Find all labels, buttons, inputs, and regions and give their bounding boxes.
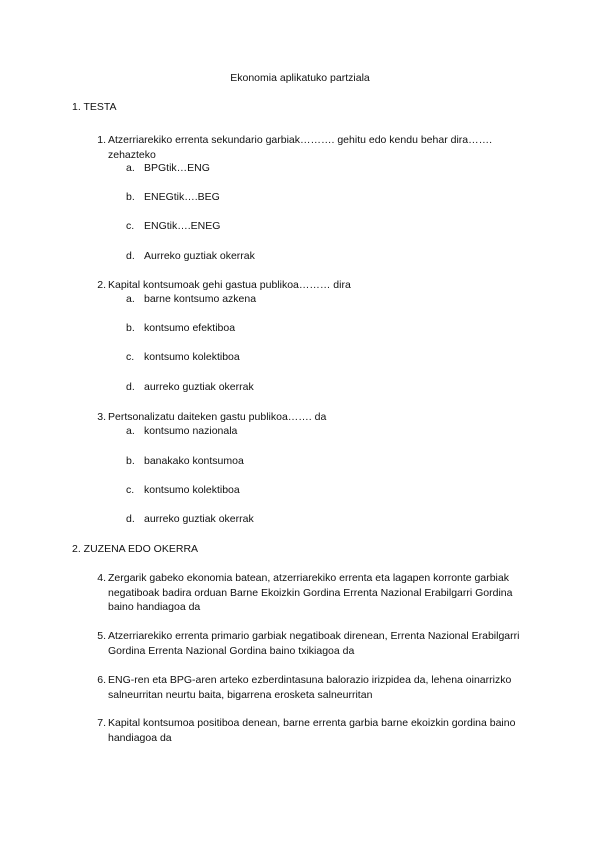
question-4: [92, 571, 532, 615]
option-text: ENGtik….ENEG: [144, 220, 221, 232]
option-text: kontsumo nazionala: [144, 425, 238, 437]
question-number: 3.: [97, 411, 106, 423]
question-text: Atzerriarekiko errenta primario garbiak negatiboak direnean, Errenta Nazional Erabilgarri Gordina Errenta Nazional Gordina baino txikiagoa da: [108, 630, 520, 657]
option-3d: [126, 513, 254, 525]
question-text: Kapital kontsumoak gehi gastua publikoa……… dira: [108, 279, 351, 291]
option-1a: [126, 162, 210, 174]
question-number: 2.: [97, 279, 106, 291]
option-letter: c.: [126, 484, 135, 496]
option-letter: d.: [126, 250, 135, 262]
option-text: banakako kontsumoa: [144, 455, 244, 467]
question-number: 1.: [97, 134, 106, 146]
question-text: Atzerriarekiko errenta sekundario garbiak………. gehitu edo kendu behar dira……. zehazteko: [108, 134, 493, 161]
question-3: [92, 410, 532, 425]
option-letter: a.: [126, 425, 135, 437]
option-3a: [126, 425, 237, 437]
option-letter: a.: [126, 293, 135, 305]
question-text: Zergarik gabeko ekonomia batean, atzerriarekiko errenta eta lagapen korronte garbiak negatiboak badira orduan Barne Ekoizkin Gordina Errenta Nazional Erabilgarri Gordina baino handiagoa da: [108, 572, 513, 613]
option-text: barne kontsumo azkena: [144, 293, 257, 305]
section-heading-test: 1. TESTA: [72, 101, 117, 113]
question-text: Kapital kontsumoa positiboa denean, barne errenta garbia barne ekoizkin gordina baino handiagoa da: [108, 717, 516, 744]
option-text: aurreko guztiak okerrak: [144, 513, 254, 525]
question-7: [92, 716, 532, 745]
option-text: ENEGtik….BEG: [144, 191, 220, 203]
option-2c: [126, 351, 240, 363]
option-text: BPGtik…ENG: [144, 162, 210, 174]
option-1c: [126, 220, 220, 232]
option-letter: a.: [126, 162, 135, 174]
question-6: [92, 673, 532, 702]
question-5: [92, 629, 532, 658]
option-letter: c.: [126, 220, 135, 232]
question-number: 4.: [97, 572, 106, 584]
question-text: ENG-ren eta BPG-aren arteko ezberdintasuna balorazio irizpidea da, lehena oinarrizko salneurritan neurtu baita, bigarrena erosketa salneurritan: [108, 674, 512, 701]
option-2d: [126, 381, 254, 393]
question-number: 6.: [97, 674, 106, 686]
option-3c: [126, 484, 240, 496]
option-1b: [126, 191, 220, 203]
option-letter: b.: [126, 455, 135, 467]
option-text: kontsumo efektiboa: [144, 322, 236, 334]
section-heading-true-false: 2. ZUZENA EDO OKERRA: [72, 543, 199, 555]
option-text: Aurreko guztiak okerrak: [144, 250, 255, 262]
question-number: 5.: [97, 630, 106, 642]
option-text: aurreko guztiak okerrak: [144, 381, 254, 393]
option-3b: [126, 455, 244, 467]
option-letter: b.: [126, 322, 135, 334]
option-text: kontsumo kolektiboa: [144, 351, 240, 363]
option-letter: b.: [126, 191, 135, 203]
question-number: 7.: [97, 717, 106, 729]
question-2: [92, 278, 532, 293]
option-letter: c.: [126, 351, 135, 363]
option-text: kontsumo kolektiboa: [144, 484, 240, 496]
question-text: Pertsonalizatu daiteken gastu publikoa……. da: [108, 411, 327, 423]
option-1d: [126, 250, 255, 262]
option-2b: [126, 322, 235, 334]
option-letter: d.: [126, 381, 135, 393]
document-title: Ekonomia aplikatuko partziala: [230, 72, 370, 84]
option-letter: d.: [126, 513, 135, 525]
question-1: [92, 133, 532, 162]
option-2a: [126, 293, 256, 305]
